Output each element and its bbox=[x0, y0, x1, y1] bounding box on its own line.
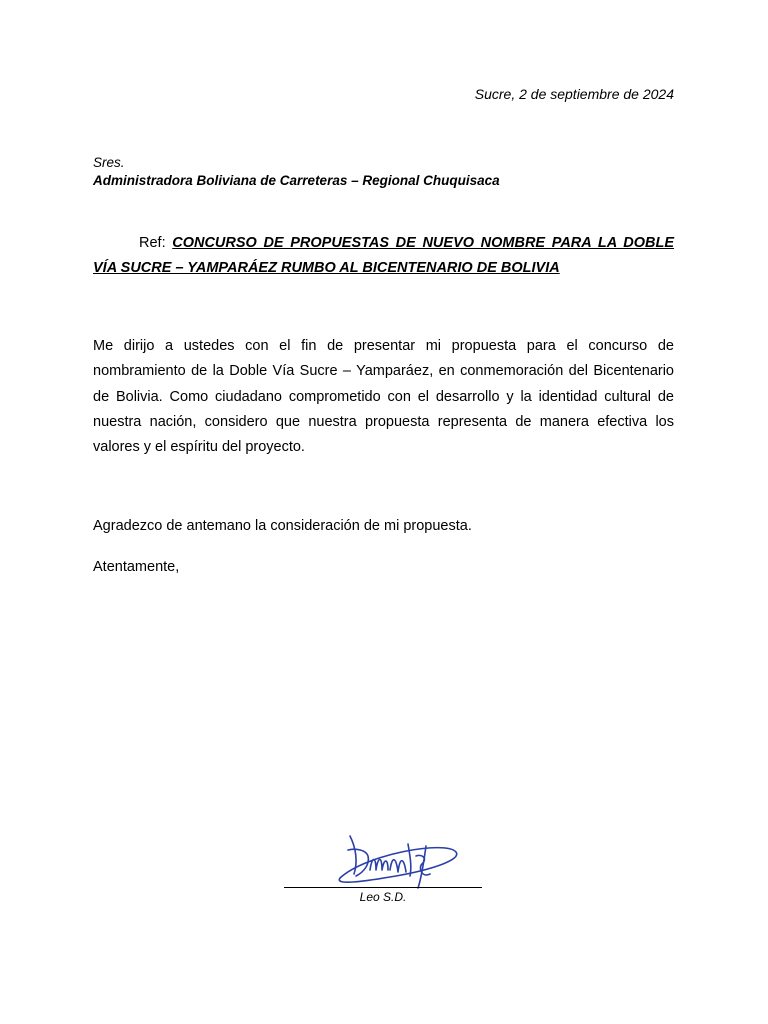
closing-line: Atentamente, bbox=[93, 559, 180, 575]
salutation: Sres. bbox=[93, 155, 125, 170]
ref-title: CONCURSO DE PROPUESTAS DE NUEVO NOMBRE PARA LA DOBLE VÍA SUCRE – YAMPARÁEZ RUMBO AL BICENTENARIO DE BOLIVIA bbox=[93, 235, 675, 276]
body-paragraph: Me dirijo a ustedes con el fin de presentar mi propuesta para el concurso de nombramiento de la Doble Vía Sucre – Yamparáez, en conmemoración del Bicentenario de Bolivia. Como ciudadano comprometido con el desarrollo y la identidad cultural de nuestra nación, considero que nuestra propuesta representa de manera efectiva los valores y el espíritu del proyecto. bbox=[93, 338, 674, 456]
recipient-block bbox=[93, 154, 500, 190]
recipient-org: Administradora Boliviana de Carreteras – Regional Chuquisaca bbox=[93, 173, 500, 188]
reference-line bbox=[93, 231, 674, 281]
signature-icon bbox=[326, 826, 466, 892]
signer-name: Leo S.D. bbox=[359, 890, 407, 904]
thanks-paragraph: Agradezco de antemano la consideración de mi propuesta. bbox=[93, 518, 472, 534]
date-line: Sucre, 2 de septiembre de 2024 bbox=[474, 86, 674, 102]
signature-line bbox=[284, 887, 482, 888]
ref-label: Ref: bbox=[139, 235, 173, 251]
